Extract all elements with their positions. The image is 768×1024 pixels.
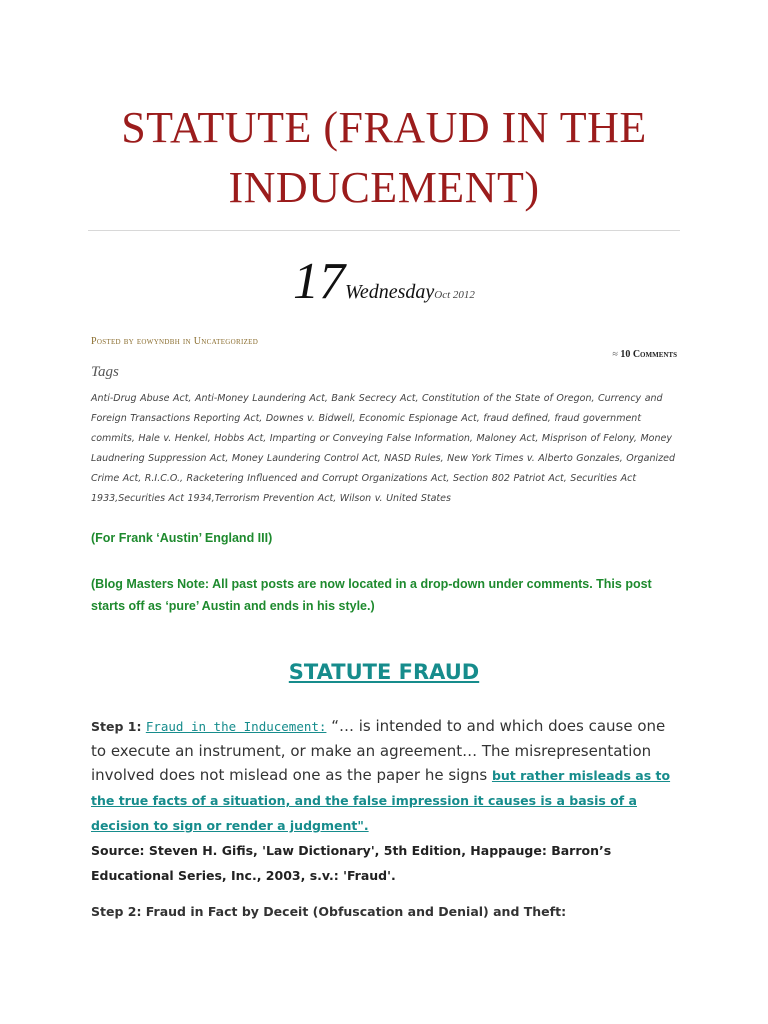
posted-by-prefix: Posted by (91, 336, 135, 347)
comments-link[interactable] (612, 349, 677, 360)
step-1-highlight-link[interactable]: but rather misleads as to the true facts of a situation, and the false impression it causes is a basis of a decision to sign or render a judgment". (91, 768, 671, 833)
category-link[interactable]: Uncategorized (193, 336, 259, 347)
date-month-year: Oct 2012 (434, 289, 475, 301)
author-link[interactable]: eowyndbh (136, 336, 181, 347)
step-1-quote: “… is intended to and which does cause one to execute an instrument, or make an agreement… The misrepresentation involved does not mislead one as the paper he signs (91, 717, 666, 784)
title-divider (88, 230, 680, 231)
blog-master-note: (Blog Masters Note: All past posts are now located in a drop-down under comments. This post starts off as ‘pure’ Austin and ends in his style.) (91, 577, 652, 613)
post-meta (91, 336, 258, 347)
step-1-source: Source: Steven H. Gifis, 'Law Dictionary', 5th Edition, Happauge: Barron’s Educational Series, Inc., 2003, s.v.: 'Fraud'. (91, 843, 612, 883)
post-date (0, 252, 768, 312)
step-1-paragraph (91, 714, 681, 888)
date-weekday: Wednesday (345, 281, 435, 303)
tags-list[interactable]: Anti-Drug Abuse Act, Anti-Money Laundering Act, Bank Secrecy Act, Constitution of the State of Oregon, Currency and Foreign Transactions Reporting Act, Downes v. Bidwell, Economic Espionage Act, fraud defined, fraud government commits, Hale v. Henkel, Hobbs Act, Imparting or Conveying False Information, Maloney Act, Misprison of Felony, Money Laudnering Suppression Act, Money Laundering Control Act, NASD Rules, New York Times v. Alberto Gonzales, Organized Crime Act, R.I.C.O., Racketering Influenced and Corrupt Organizations Act, Section 802 Patriot Act, Securities Act 1933,Securities Act 1934,Terrorism Prevention Act, Wilson v. United States (91, 393, 676, 504)
dedication-note: (For Frank ‘Austin’ England III) (91, 531, 273, 545)
fraud-inducement-link[interactable]: Fraud in the Inducement: (145, 719, 327, 734)
comments-icon: ≈ (612, 349, 618, 360)
tags-label: Tags (91, 364, 119, 380)
step-2-heading: Step 2: Fraud in Fact by Deceit (Obfuscation and Denial) and Theft: (91, 904, 567, 919)
section-title[interactable]: STATUTE FRAUD (288, 660, 480, 684)
comments-count[interactable]: 10 Comments (620, 349, 677, 360)
in-word: in (182, 336, 191, 347)
step-1-label: Step 1: (91, 719, 146, 734)
post-title: STATUTE (FRAUD IN THE INDUCEMENT) (121, 103, 647, 212)
date-day: 17 (293, 253, 346, 310)
